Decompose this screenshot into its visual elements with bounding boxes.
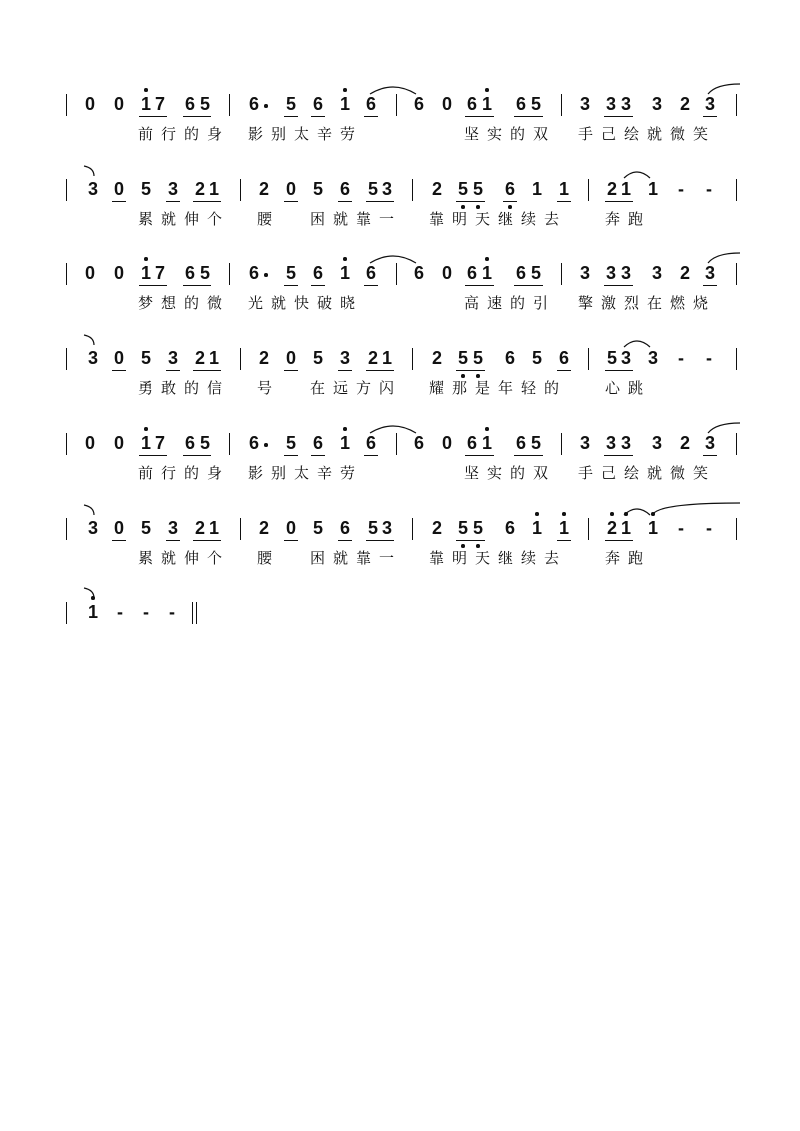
note: 1 [558, 518, 569, 538]
underline-beam [605, 370, 633, 371]
note: 6 [413, 94, 424, 114]
note: 0 [285, 518, 296, 538]
note: 6 [466, 433, 477, 453]
underline-beam [456, 201, 485, 202]
lyric: 梦想的微 [138, 295, 231, 312]
final-barline [192, 602, 193, 624]
note: 2 [679, 433, 690, 453]
underline-beam [193, 540, 221, 541]
note: 3 [381, 518, 392, 538]
lyric: 靠明天继续去 [429, 550, 568, 567]
underline-beam [284, 540, 298, 541]
barline [561, 433, 562, 455]
note: 5 [285, 263, 296, 283]
note: 1 [208, 518, 219, 538]
note: 1 [531, 518, 542, 538]
note: 0 [285, 348, 296, 368]
note: 3 [704, 94, 715, 114]
tie-slur [706, 423, 740, 435]
barline [66, 433, 67, 455]
lyric: 手己绘就微笑 [578, 465, 717, 482]
note: 3 [87, 179, 98, 199]
underline-beam [112, 370, 126, 371]
note: 0 [84, 94, 95, 114]
note: 6 [339, 179, 350, 199]
underline-beam [311, 116, 325, 117]
note: 5 [367, 179, 378, 199]
note: 0 [113, 348, 124, 368]
note: 3 [620, 348, 631, 368]
underline-beam [557, 201, 571, 202]
note: 5 [472, 348, 483, 368]
barline [588, 518, 589, 540]
note: 3 [87, 518, 98, 538]
note: 1 [481, 433, 492, 453]
note: 3 [620, 263, 631, 283]
note: 1 [208, 348, 219, 368]
note: 6 [515, 94, 526, 114]
tie-slur [622, 505, 652, 517]
underline-beam [514, 116, 543, 117]
underline-beam [284, 201, 298, 202]
note: 5 [457, 348, 468, 368]
high-octave-dot [485, 88, 489, 92]
note: 6 [184, 263, 195, 283]
high-octave-dot [144, 88, 148, 92]
high-octave-dot [144, 257, 148, 261]
tie-slur [84, 505, 96, 517]
note: 3 [620, 94, 631, 114]
note: 0 [441, 94, 452, 114]
low-octave-dot [476, 544, 480, 548]
underline-beam [338, 540, 352, 541]
low-octave-dot [461, 205, 465, 209]
note: 2 [258, 348, 269, 368]
underline-beam [311, 285, 325, 286]
note: 0 [113, 518, 124, 538]
augmentation-dot [264, 104, 268, 108]
note: 5 [140, 179, 151, 199]
note: 5 [312, 179, 323, 199]
note: 1 [481, 94, 492, 114]
dash: - [678, 518, 684, 538]
lyric: 坚实的双 [464, 126, 557, 143]
lyric: 影别太辛劳 [248, 465, 364, 482]
underline-beam [311, 455, 325, 456]
barline [240, 348, 241, 370]
high-octave-dot [91, 596, 95, 600]
note: 5 [472, 518, 483, 538]
underline-beam [703, 285, 717, 286]
note: 3 [579, 94, 590, 114]
underline-beam [166, 370, 180, 371]
note: 5 [530, 94, 541, 114]
underline-beam [366, 540, 394, 541]
underline-beam [338, 370, 352, 371]
lyric: 累就伸个 [138, 550, 231, 567]
note: 2 [606, 179, 617, 199]
note: 6 [365, 94, 376, 114]
underline-beam [514, 455, 543, 456]
note: 6 [312, 433, 323, 453]
underline-beam [139, 455, 167, 456]
lyric: 心跳 [605, 380, 652, 397]
note: 1 [647, 179, 658, 199]
high-octave-dot [485, 257, 489, 261]
note: 0 [113, 433, 124, 453]
barline [561, 94, 562, 116]
note: 3 [647, 348, 658, 368]
note: 6 [339, 518, 350, 538]
high-octave-dot [343, 427, 347, 431]
barline [240, 518, 241, 540]
note: 6 [248, 433, 259, 453]
note: 1 [339, 94, 350, 114]
barline [736, 433, 737, 455]
note: 1 [208, 179, 219, 199]
note: 5 [312, 518, 323, 538]
lyric: 困就靠一 [310, 211, 403, 228]
underline-beam [364, 455, 378, 456]
lyric: 高速的引 [464, 295, 557, 312]
note: 5 [530, 263, 541, 283]
lyric: 困就靠一 [310, 550, 403, 567]
barline [588, 179, 589, 201]
note: 1 [339, 433, 350, 453]
note: 3 [605, 263, 616, 283]
lyric: 腰 [257, 550, 281, 567]
note: 0 [84, 433, 95, 453]
lyric: 累就伸个 [138, 211, 231, 228]
note: 1 [558, 179, 569, 199]
note: 6 [365, 433, 376, 453]
lyric: 光就快破晓 [248, 295, 364, 312]
barline [396, 263, 397, 285]
note: 3 [620, 433, 631, 453]
underline-beam [605, 201, 633, 202]
note: 6 [504, 348, 515, 368]
high-octave-dot [343, 257, 347, 261]
note: 2 [431, 518, 442, 538]
note: 3 [704, 263, 715, 283]
note: 6 [558, 348, 569, 368]
note: 6 [504, 518, 515, 538]
note: 0 [285, 179, 296, 199]
note: 6 [248, 94, 259, 114]
note: 5 [199, 94, 210, 114]
lyric: 奔跑 [605, 211, 652, 228]
high-octave-dot [562, 512, 566, 516]
note: 2 [194, 518, 205, 538]
note: 2 [258, 179, 269, 199]
tie-slur [651, 502, 740, 516]
underline-beam [604, 116, 633, 117]
underline-beam [112, 540, 126, 541]
underline-beam [557, 370, 571, 371]
underline-beam [284, 116, 298, 117]
augmentation-dot [264, 443, 268, 447]
underline-beam [604, 455, 633, 456]
underline-beam [112, 201, 126, 202]
note: 5 [140, 348, 151, 368]
note: 2 [258, 518, 269, 538]
barline [736, 518, 737, 540]
note: 7 [154, 94, 165, 114]
note: 2 [194, 179, 205, 199]
lyric: 前行的身 [138, 126, 231, 143]
note: 6 [466, 263, 477, 283]
note: 1 [620, 518, 631, 538]
note: 3 [651, 433, 662, 453]
underline-beam [193, 201, 221, 202]
note: 5 [531, 348, 542, 368]
note: 1 [140, 433, 151, 453]
note: 3 [339, 348, 350, 368]
high-octave-dot [535, 512, 539, 516]
note: 1 [140, 263, 151, 283]
high-octave-dot [144, 427, 148, 431]
note: 3 [651, 94, 662, 114]
dash: - [706, 348, 712, 368]
note: 7 [154, 263, 165, 283]
note: 1 [620, 179, 631, 199]
underline-beam [193, 370, 221, 371]
note: 3 [704, 433, 715, 453]
barline [66, 602, 67, 624]
note: 3 [651, 263, 662, 283]
underline-beam [465, 116, 494, 117]
low-octave-dot [461, 374, 465, 378]
dash: - [169, 602, 175, 622]
note: 3 [167, 348, 178, 368]
note: 5 [457, 518, 468, 538]
tie-slur [706, 84, 740, 96]
tie-slur [706, 253, 740, 265]
underline-beam [366, 201, 394, 202]
note: 6 [312, 94, 323, 114]
note: 0 [113, 94, 124, 114]
barline [412, 179, 413, 201]
barline [588, 348, 589, 370]
note: 3 [605, 94, 616, 114]
note: 5 [199, 263, 210, 283]
lyric: 靠明天继续去 [429, 211, 568, 228]
note: 5 [312, 348, 323, 368]
barline [412, 348, 413, 370]
note: 1 [140, 94, 151, 114]
lyric: 影别太辛劳 [248, 126, 364, 143]
note: 7 [154, 433, 165, 453]
note: 5 [367, 518, 378, 538]
barline [229, 94, 230, 116]
lyric: 勇敢的信 [138, 380, 231, 397]
note: 2 [431, 179, 442, 199]
barline [736, 179, 737, 201]
note: 6 [466, 94, 477, 114]
low-octave-dot [476, 205, 480, 209]
note: 0 [113, 179, 124, 199]
underline-beam [364, 116, 378, 117]
note: 5 [285, 433, 296, 453]
underline-beam [465, 285, 494, 286]
underline-beam [703, 116, 717, 117]
barline [412, 518, 413, 540]
underline-beam [183, 116, 211, 117]
lyric: 号 [257, 380, 281, 397]
note: 6 [248, 263, 259, 283]
note: 5 [472, 179, 483, 199]
dash: - [706, 518, 712, 538]
note: 2 [431, 348, 442, 368]
note: 1 [87, 602, 98, 622]
lyric: 腰 [257, 211, 281, 228]
underline-beam [503, 201, 517, 202]
note: 2 [606, 518, 617, 538]
note: 0 [441, 433, 452, 453]
note: 2 [194, 348, 205, 368]
underline-beam [605, 540, 633, 541]
lyric: 耀那是年轻的 [429, 380, 568, 397]
underline-beam [465, 455, 494, 456]
dash: - [678, 179, 684, 199]
high-octave-dot [485, 427, 489, 431]
note: 1 [339, 263, 350, 283]
barline [66, 518, 67, 540]
underline-beam [456, 540, 485, 541]
high-octave-dot [343, 88, 347, 92]
note: 5 [530, 433, 541, 453]
note: 5 [140, 518, 151, 538]
note: 3 [605, 433, 616, 453]
underline-beam [183, 455, 211, 456]
underline-beam [166, 540, 180, 541]
underline-beam [166, 201, 180, 202]
lyric: 擎激烈在燃烧 [578, 295, 717, 312]
tie-slur [84, 166, 96, 178]
underline-beam [364, 285, 378, 286]
barline [229, 433, 230, 455]
final-barline [196, 602, 197, 624]
low-octave-dot [476, 374, 480, 378]
augmentation-dot [264, 273, 268, 277]
barline [561, 263, 562, 285]
note: 5 [199, 433, 210, 453]
note: 3 [381, 179, 392, 199]
underline-beam [703, 455, 717, 456]
lyric: 在远方闪 [310, 380, 403, 397]
note: 5 [457, 179, 468, 199]
underline-beam [456, 370, 485, 371]
barline [240, 179, 241, 201]
lyric: 手己绘就微笑 [578, 126, 717, 143]
barline [736, 348, 737, 370]
note: 3 [167, 179, 178, 199]
note: 6 [312, 263, 323, 283]
note: 1 [481, 263, 492, 283]
note: 0 [441, 263, 452, 283]
underline-beam [183, 285, 211, 286]
barline [66, 263, 67, 285]
barline [736, 263, 737, 285]
dash: - [143, 602, 149, 622]
note: 3 [167, 518, 178, 538]
dash: - [678, 348, 684, 368]
note: 6 [515, 433, 526, 453]
lyric: 坚实的双 [464, 465, 557, 482]
underline-beam [604, 285, 633, 286]
dash: - [706, 179, 712, 199]
note: 3 [579, 263, 590, 283]
barline [66, 94, 67, 116]
note: 5 [285, 94, 296, 114]
barline [736, 94, 737, 116]
note: 3 [579, 433, 590, 453]
tie-slur [368, 84, 418, 96]
tie-slur [368, 253, 418, 265]
note: 6 [413, 263, 424, 283]
note: 6 [515, 263, 526, 283]
low-octave-dot [461, 544, 465, 548]
note: 1 [381, 348, 392, 368]
tie-slur [84, 335, 96, 347]
barline [66, 348, 67, 370]
note: 1 [647, 518, 658, 538]
lyric: 奔跑 [605, 550, 652, 567]
note: 2 [679, 263, 690, 283]
tie-slur [368, 423, 418, 435]
barline [396, 433, 397, 455]
note: 0 [113, 263, 124, 283]
underline-beam [139, 116, 167, 117]
note: 6 [184, 433, 195, 453]
low-octave-dot [508, 205, 512, 209]
note: 6 [504, 179, 515, 199]
note: 5 [606, 348, 617, 368]
note: 2 [367, 348, 378, 368]
note: 3 [87, 348, 98, 368]
underline-beam [366, 370, 394, 371]
underline-beam [557, 540, 571, 541]
barline [66, 179, 67, 201]
note: 6 [184, 94, 195, 114]
lyric: 前行的身 [138, 465, 231, 482]
note: 0 [84, 263, 95, 283]
note: 2 [679, 94, 690, 114]
underline-beam [139, 285, 167, 286]
underline-beam [514, 285, 543, 286]
note: 6 [365, 263, 376, 283]
high-octave-dot [610, 512, 614, 516]
barline [229, 263, 230, 285]
note: 1 [531, 179, 542, 199]
underline-beam [284, 370, 298, 371]
note: 6 [413, 433, 424, 453]
barline [396, 94, 397, 116]
underline-beam [284, 455, 298, 456]
underline-beam [284, 285, 298, 286]
dash: - [117, 602, 123, 622]
underline-beam [338, 201, 352, 202]
